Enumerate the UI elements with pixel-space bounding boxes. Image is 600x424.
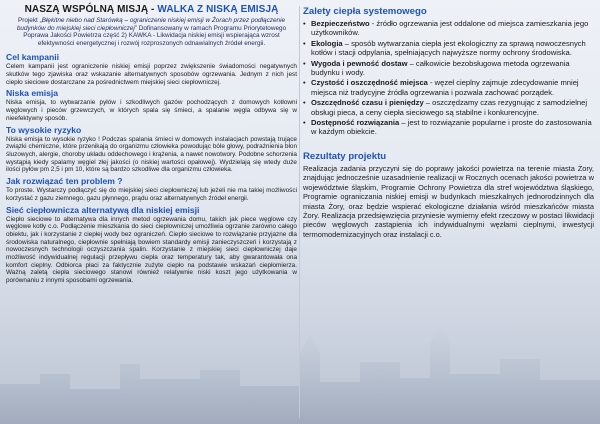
section-heading: To wysokie ryzyko bbox=[6, 124, 82, 135]
list-item: • Bezpieczeństwo - źródło ogrzewania jest oddalone od miejsca zamieszkania jego użytkowników. bbox=[303, 19, 589, 38]
section-text: Ciepło sieciowe to alternatywa dla innych metod ogrzewania domu, takich jak piece węglowe czy węglowe kotły c.o. Podłączenie mieszkania do sieci ciepłowniczej umożliwia ogrzanie zarówno całego obiektu, jak i korzystanie z ciepłej wody bez ograniczeń. Ciepło sieciowe to rozwiązanie przyjazne dla środowiska naturalnego, ciepłownie spełniają bowiem standardy emisji zanieczyszczeń i korzystają z nowoczesnych technologii oczyszczania spalin. Korzystanie z miejskiej sieci ciepłowniczej daje możliwość indywidualnej regulacji przepływu ciepła oraz temperatury tak, aby gwarantowała ona komfort cieplny. Odbiorca płaci za faktycznie zużyte ciepło na podstawie wskazań ciepłomierza. Ważną zaletą ciepła sieciowego stanowi również relatywnie niski koszt jego użytkowania w porównaniu z innymi sposobami ogrzewania. bbox=[6, 215, 297, 285]
project-intro bbox=[10, 17, 293, 47]
section-heading: Jak rozwiązać ten problem ? bbox=[6, 176, 123, 187]
section-heading: Niska emisja bbox=[6, 88, 59, 99]
advantages-heading: Zalety ciepła systemowego bbox=[303, 6, 427, 17]
page-title bbox=[6, 4, 297, 15]
left-column bbox=[6, 0, 297, 424]
list-item: • Czystość i oszczędność miejsca - węzeł cieplny zajmuje zdecydowanie mniej miejsca niż tradycyjne źródła ogrzewania i pozwala zachować porządek. bbox=[303, 78, 579, 97]
section-wysokie-ryzyko bbox=[6, 125, 297, 175]
section-cel-kampanii bbox=[6, 52, 297, 86]
right-column bbox=[303, 0, 594, 424]
results-heading: Rezultaty projektu bbox=[303, 150, 387, 162]
intro-prefix: Projekt „ bbox=[17, 17, 42, 24]
column-divider bbox=[299, 6, 300, 418]
title-part-a: NASZĄ WSPÓLNĄ MISJĄ - bbox=[24, 4, 158, 15]
list-item: • Dostępność rozwiązania – jest to rozwiązanie popularne i proste do zastosowania w każdym obiekcie. bbox=[303, 118, 592, 137]
project-name: Błękitne niebo nad Starówką – ograniczenie niskiej emisji w Żorach przez podłączenie budynków do miejskiej sieci ciepłowniczej bbox=[16, 17, 286, 32]
section-text: Niska emisja to wysokie ryzyko ! Podczas spalania śmieci w domowych instalacjach powstają trujące związki chemiczne, które przenikają do organizmu człowieka powodując bóle głowy, podrażnienia błon śluzowych, alergie, choroby układu oddechowego i krążenia, a nawet nowotwory. Podobne schorzenia wystąpią kiedy spalamy węgiel złej jakości (o niskiej wartości opałowej). Wydzielają się wtedy duże ilości pyłów pm 2,5 i pm 10, które są bardzo szkodliwe dla organizmu człowieka. bbox=[6, 135, 297, 174]
intro-suffix: ” Dofinansowany w ramach Programu Priorytetowego Poprawa Jakości Powietrza część 2) KAWKA - Likwidacja niskiej emisji wspierająca wzrost efektywności energetycznej i rozwój rozproszonych odnawialnych źródeł energii. bbox=[23, 24, 287, 47]
section-text: Celem kampanii jest ograniczenie niskiej emisji poprzez zwiększenie świadomości negatywnych skutków tego zjawiska oraz wskazanie alternatywnych sposobów ogrzewania. Jednym z nich jest ciepło sieciowe dostarczane za pośrednictwem miejskiej sieci ciepłowniczej. bbox=[6, 63, 297, 86]
section-heading: Cel kampanii bbox=[6, 52, 60, 63]
section-niska-emisja bbox=[6, 88, 297, 122]
list-item: • Ekologia – sposób wytwarzania ciepła jest ekologiczny za sprawą nowoczesnych kotłów i stacji odpylania, spełniających najwyższe normy ochrony środowiska. bbox=[303, 38, 586, 58]
title-part-b: WALKA Z NISKĄ EMISJĄ bbox=[157, 4, 279, 15]
list-item: • Oszczędność czasu i pieniędzy – oszczędzamy czas rezygnując z samodzielnej obsługi pieca, a ceny ciepła sieciowego są stabilne i konkurencyjne. bbox=[303, 98, 588, 117]
section-jak-rozwiazac bbox=[6, 176, 297, 202]
list-item: • Wygoda i pewność dostaw – całkowicie bezobsługowa metoda ogrzewania budynku i wody. bbox=[303, 58, 570, 78]
section-siec-cieplownicza bbox=[6, 205, 297, 285]
section-text: To proste. Wystarczy podłączyć się do miejskiej sieci ciepłowniczej lub jeżeli nie ma takiej możliwości korzystać z gazu ziemnego, gazu płynnego, prądu oraz alternatywnych źródeł energii. bbox=[6, 187, 297, 202]
results-text: Realizacja zadania przyczyni się do poprawy jakości powietrza na terenie miasta Żory, znajdując jednocześnie uzasadnienie realizacji w Rocznych ocenach jakości powietrza w województwie śląskim, Programie Ochrony Powietrza dla stref województwa śląskiego, Programie ograniczania niskiej emisji w budynkach mieszkalnych jednorodzinnych dla miasta Żory, oraz będzie wspierać ekologiczne działania wśród mieszkańców miasta Żory. Realizacja przedsięwzięcia przyniesie wymierny efekt rzeczowy w postaci likwidacji pieców węglowych zastąpienia ich indywidualnymi węzłami cieplnymi, inwestycji termomodernizacyjnych oraz instalacji c.o. bbox=[303, 163, 594, 239]
section-text: Niska emisja, to wytwarzanie pyłów i szkodliwych gazów pochodzących z domowych kotłowni węglowych i pieców grzewczych, w których spala się śmieci, a spalanie węgla odbywa się w nieefektywny sposób. bbox=[6, 99, 297, 122]
section-heading: Sieć ciepłownicza alternatywą dla niskiej emisji bbox=[6, 204, 200, 215]
advantages-list bbox=[303, 19, 594, 137]
